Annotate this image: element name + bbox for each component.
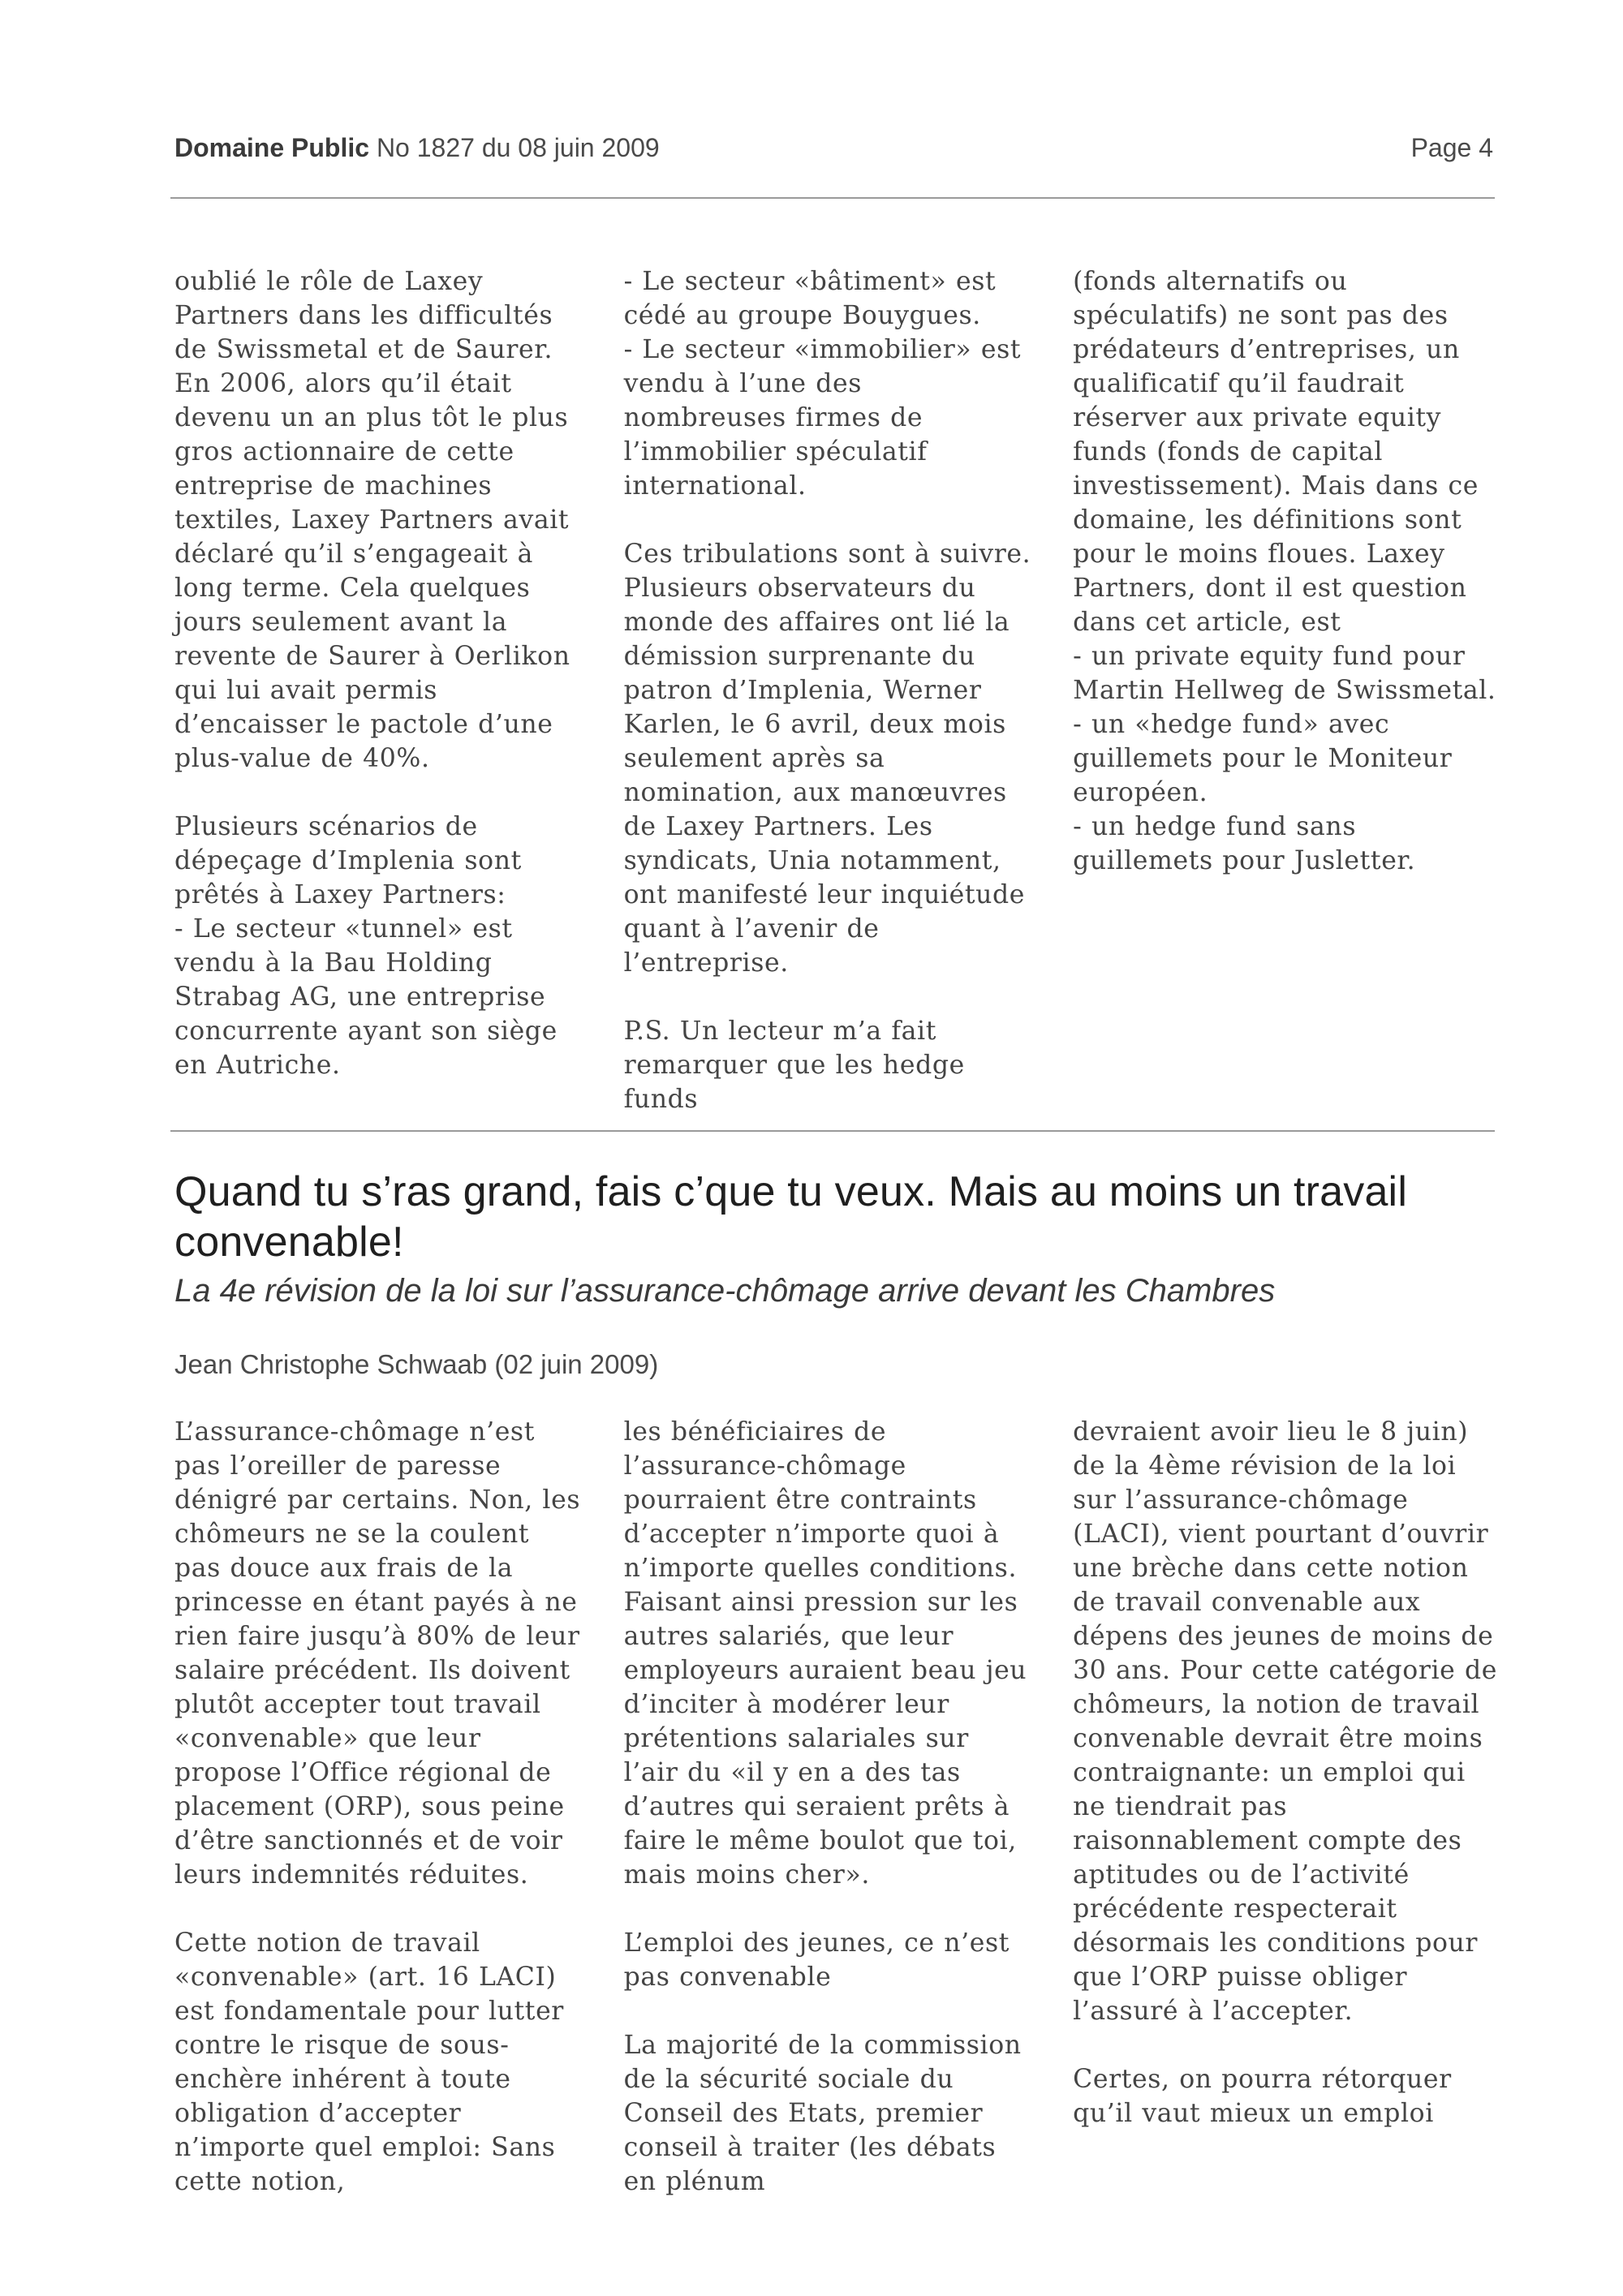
paragraph: Cette notion de travail «convenable» (art. 16 LACI) est fondamentale pour lutter contre le risque de sous-enchère inhérent à toute obligation d’accepter n’importe quel emploi: Sans cette notion, (174, 1928, 564, 2196)
paragraph: Certes, on pourra rétorquer qu’il vaut mieux un emploi (1073, 2065, 1452, 2128)
article-continuation (174, 264, 1505, 1116)
paragraph: La majorité de la commission de la sécurité sociale du Conseil des Etats, premier conseil à traiter (les débats en plénum (623, 2031, 1022, 2196)
paragraph: (fonds alternatifs ou spéculatifs) ne sont pas des prédateurs d’entreprises, un qualificatif qu’il faudrait réserver aux private equity funds (fonds de capital investissement). Mais dans ce domaine, les définitions sont pour le moins floues. Laxey Partners, dont il est question dans cet article, est - un private equity fund pour Martin Hellweg de Swissmetal. - un «hedge fund» avec guillemets pour le Moniteur européen. - un hedge fund sans guillemets pour Jusletter. (1073, 267, 1496, 875)
paragraph: L’assurance-chômage n’est pas l’oreiller de paresse dénigré par certains. Non, les chômeurs ne se la coulent pas douce aux frais de la princesse en étant payés à ne rien faire jusqu’à 80% de leur salaire précédent. Ils doivent plutôt accepter tout travail «convenable» que leur propose l’Office régional de placement (ORP), sous peine d’être sanctionnés et de voir leurs indemnités réduites. (174, 1417, 581, 1890)
header-divider (170, 197, 1495, 199)
article-byline: Jean Christophe Schwaab (02 juin 2009) (174, 1349, 659, 1379)
paragraph: devraient avoir lieu le 8 juin) de la 4ème révision de la loi sur l’assurance-chômage (LACI), vient pourtant d’ouvrir une brèche dans cette notion de travail convenable aux dépens des jeunes de moins de 30 ans. Pour cette catégorie de chômeurs, la notion de travail convenable devrait être moins contraignante: un emploi qui ne tiendrait pas raisonnablement compte des aptitudes ou de l’activité précédente respecterait désormais les conditions pour que l’ORP puisse obliger l’assuré à l’accepter. (1073, 1417, 1498, 2026)
article1-column-3 (1073, 264, 1505, 1116)
paragraph: P.S. Un lecteur m’a fait remarquer que les hedge funds (623, 1017, 965, 1114)
article2-column-3 (1073, 1415, 1505, 2199)
page-number: Page 4 (1410, 133, 1493, 162)
article2-column-2 (624, 1415, 1033, 2199)
article-subtitle: La 4e révision de la loi sur l’assurance-chômage arrive devant les Chambres (174, 1273, 1276, 1309)
paragraph: les bénéficiaires de l’assurance-chômage pourraient être contraints d’accepter n’importe quoi à n’importe quelles conditions. Faisant ainsi pression sur les autres salariés, que leur employeurs auraient beau jeu d’inciter à modérer leur prétentions salariales sur l’air du «il y en a des tas d’autres qui seraient prêts à faire le même boulot que toi, mais moins cher». (623, 1417, 1027, 1890)
article-title: Quand tu s’ras grand, fais c’que tu veux. Mais au moins un travail convenable! (174, 1168, 1408, 1266)
article1-column-1 (174, 264, 583, 1116)
article-divider (170, 1130, 1495, 1132)
issue-info: No 1827 du 08 juin 2009 (376, 133, 660, 162)
article2-column-1 (174, 1415, 583, 2199)
paragraph: - Le secteur «bâtiment» est cédé au groupe Bouygues. - Le secteur «immobilier» est vendu à l’une des nombreuses firmes de l’immobilier spéculatif international. (623, 267, 1022, 501)
page-header (174, 133, 1493, 169)
paragraph: Plusieurs scénarios de dépeçage d’Implenia sont prêtés à Laxey Partners: - Le secteur «tunnel» est vendu à la Bau Holding Strabag AG, une entreprise concurrente ayant son siège en Autriche. (174, 812, 558, 1080)
paragraph: oublié le rôle de Laxey Partners dans les difficultés de Swissmetal et de Saurer. En 2006, alors qu’il était devenu un an plus tôt le plus gros actionnaire de cette entreprise de machines textiles, Laxey Partners avait déclaré qu’il s’engageait à long terme. Cela quelques jours seulement avant la revente de Saurer à Oerlikon qui lui avait permis d’encaisser le pactole d’une plus-value de 40%. (174, 267, 570, 773)
section-heading: L’emploi des jeunes, ce n’est pas convenable (623, 1928, 1010, 1992)
publication-name: Domaine Public (174, 133, 370, 162)
article-body (174, 1415, 1505, 2199)
paragraph: Ces tribulations sont à suivre. Plusieurs observateurs du monde des affaires ont lié la démission surprenante du patron d’Implenia, Werner Karlen, le 6 avril, deux mois seulement après sa nomination, aux manœuvres de Laxey Partners. Les syndicats, Unia notamment, ont manifesté leur inquiétude quant à l’avenir de l’entreprise. (623, 540, 1031, 978)
article1-column-2 (624, 264, 1033, 1116)
